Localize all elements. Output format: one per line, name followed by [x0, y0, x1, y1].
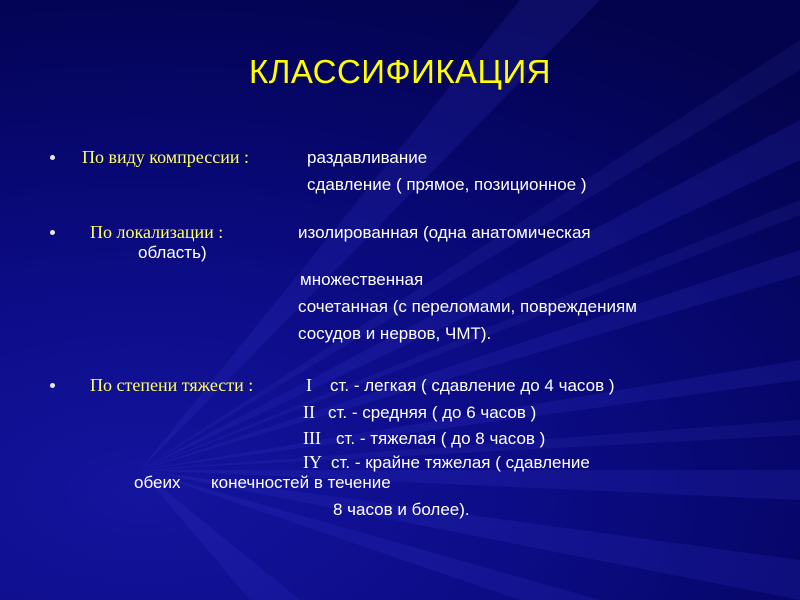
severity-grade-3-text: ст. - тяжелая ( до 8 часов ) — [336, 429, 546, 448]
localization-value-1a: изолированная (одна анатомическая — [298, 223, 591, 242]
severity-grade-1-text: ст. - легкая ( сдавление до 4 часов ) — [330, 376, 615, 395]
bullet-icon — [50, 155, 55, 160]
severity-label: По степени тяжести : — [90, 375, 254, 395]
localization-value-1b: область) — [138, 243, 207, 262]
bullet-icon — [50, 383, 55, 388]
compression-value-2: сдавление ( прямое, позиционное ) — [307, 175, 587, 194]
localization-value-3b: сосудов и нервов, ЧМТ). — [298, 324, 492, 343]
severity-grade-4-cont-a: обеих — [134, 473, 181, 492]
severity-grade-4-text: ст. - крайне тяжелая ( сдавление — [331, 453, 590, 472]
compression-value-1: раздавливание — [307, 148, 428, 167]
severity-grade-3-num: III — [303, 428, 321, 448]
localization-value-2: множественная — [300, 270, 424, 289]
severity-grade-4-cont-b: конечностей в течение — [211, 473, 391, 492]
severity-grade-1-num: I — [306, 375, 312, 395]
slide-title: КЛАССИФИКАЦИЯ — [248, 53, 552, 90]
severity-grade-4-cont-c: 8 часов и более). — [333, 500, 470, 519]
localization-label: По локализации : — [90, 222, 224, 242]
localization-value-3a: сочетанная (с переломами, повреждениям — [298, 297, 637, 316]
severity-grade-2-num: II — [303, 402, 315, 422]
severity-grade-2-text: ст. - средняя ( до 6 часов ) — [328, 403, 537, 422]
compression-label: По виду компрессии : — [82, 147, 249, 167]
bullet-icon — [50, 230, 55, 235]
severity-grade-4-num: IY — [303, 452, 322, 472]
